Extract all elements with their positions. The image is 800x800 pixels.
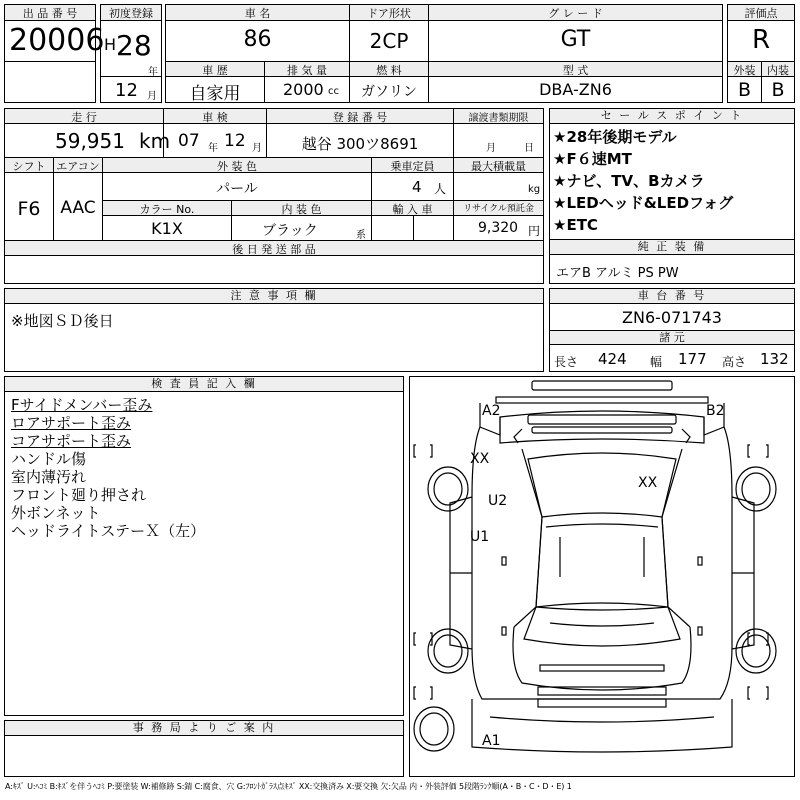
inspection-label: 車 検	[164, 109, 266, 124]
mark-xx-right: XX	[638, 475, 658, 491]
first-reg-label: 初度登録	[101, 5, 161, 21]
color-no-box	[102, 200, 232, 241]
color-no-label: カラー No.	[103, 201, 231, 216]
sales-points-list	[553, 126, 733, 236]
sales-points-label: セ ー ル ス ポ イ ン ト	[550, 109, 794, 124]
first-registration-box	[100, 4, 162, 103]
transfer-day: 日	[524, 143, 534, 154]
mileage-unit: km	[139, 129, 171, 153]
capacity: 4	[412, 178, 422, 196]
length: 424	[598, 350, 627, 368]
inspector-note: Fサイドメンバー歪み	[11, 396, 153, 414]
later-parts-box	[4, 240, 544, 284]
equipment-value: エアB アルミ PS PW	[556, 266, 679, 281]
inspector-note: 外ボンネット	[11, 504, 101, 522]
ext-score: B	[737, 79, 752, 101]
ac-box	[53, 157, 103, 241]
model-label: 型 式	[429, 62, 722, 77]
mark-a1: A1	[482, 733, 501, 749]
import-box	[371, 200, 454, 241]
sales-point: ★ETC	[553, 216, 598, 234]
ext-color-box	[102, 157, 372, 201]
int-color-suffix: 系	[356, 230, 366, 241]
length-label: 長さ	[554, 355, 579, 369]
capacity-label: 乗車定員	[372, 158, 453, 173]
recycle-box	[453, 200, 544, 241]
lot-number: 20006	[9, 23, 105, 58]
car-name-label: 車 名	[166, 5, 349, 21]
history-box	[165, 61, 265, 103]
shift-label: シフト	[5, 158, 53, 173]
insp-year-unit: 年	[208, 143, 218, 154]
door-label: ドア形状	[350, 5, 428, 21]
int-score: B	[771, 79, 785, 101]
ext-color-label: 外 装 色	[103, 158, 371, 173]
lot-number-sub	[4, 61, 96, 103]
transfer-label: 譲渡書類期限	[454, 109, 543, 124]
import-label: 輸 入 車	[372, 201, 453, 216]
caution-text: ※地図ＳＤ後日	[11, 312, 114, 330]
reg-month: 12	[115, 80, 138, 101]
chassis-number: ZN6-071743	[622, 308, 722, 327]
legend: A:ｷｽﾞ U:ﾍｺﾐ B:ｷｽﾞを伴うﾍｺﾐ P:要塗装 W:補修跡 S:錆 C:腐食、穴 G:ﾌﾛﾝﾄｶﾞﾗｽ点ｷｽﾞ XX:交換済み X:要交換 欠:欠品 内・外装評価 5段階ﾗﾝｸ順(A・B・C・D・E) 1	[5, 782, 572, 791]
era: H	[104, 35, 117, 54]
inspector-notes	[11, 396, 205, 540]
model: DBA-ZN6	[539, 80, 612, 99]
capacity-unit: 人	[434, 182, 447, 196]
year-unit: 年	[148, 67, 158, 78]
transfer-box	[453, 108, 544, 158]
mark-u2: U2	[488, 493, 508, 509]
int-score-box	[761, 61, 795, 103]
transfer-month: 月	[486, 143, 496, 154]
int-label: 内装	[762, 62, 794, 77]
inspector-box	[4, 376, 404, 716]
color-no: K1X	[151, 219, 183, 238]
door-type: 2CP	[369, 29, 409, 53]
displacement-label: 排 気 量	[265, 62, 349, 77]
sales-point: ★ナビ、TV、Bカメラ	[553, 172, 705, 190]
displacement: 2000	[283, 80, 324, 99]
mileage-box	[4, 108, 171, 158]
inspector-note: コアサポート歪み	[11, 432, 132, 450]
inspector-note: フロント廻り押され	[11, 486, 147, 504]
dims-label: 諸 元	[550, 331, 794, 345]
model-box	[428, 61, 723, 103]
shift: F6	[17, 198, 41, 220]
mileage: 59,951	[55, 129, 125, 153]
car-name: 86	[243, 27, 272, 52]
plate-number: 越谷 300ツ8691	[301, 135, 419, 153]
caution-box	[4, 288, 544, 372]
inspector-note: ヘッドライトステーＸ（左）	[11, 522, 206, 540]
load-unit: kg	[528, 184, 541, 195]
height-label: 高さ	[722, 355, 747, 369]
ext-label: 外装	[728, 62, 761, 77]
recycle-label: リサイクル預託金	[454, 201, 543, 216]
inspector-label: 検 査 員 記 入 欄	[5, 377, 403, 392]
equipment-label: 純 正 装 備	[550, 240, 794, 255]
mileage-label: 走 行	[5, 109, 163, 124]
car-name-box	[165, 4, 350, 62]
fuel: ガソリン	[361, 84, 417, 100]
sales-points-box	[549, 108, 795, 240]
later-parts-label: 後 日 発 送 部 品	[5, 241, 543, 256]
mark-u1: U1	[470, 529, 490, 545]
capacity-box	[371, 157, 454, 201]
int-color-label: 内 装 色	[232, 201, 371, 216]
width-label: 幅	[650, 355, 663, 369]
ac: AAC	[60, 198, 96, 218]
office-box	[4, 720, 404, 777]
reg-year: 28	[116, 29, 152, 62]
inspector-note: ロアサポート歪み	[11, 414, 132, 432]
score-label: 評価点	[728, 5, 794, 21]
ext-color: パール	[216, 181, 258, 197]
ac-label: エアコン	[54, 158, 102, 173]
month-unit: 月	[147, 91, 157, 102]
mark-xx-left: XX	[470, 451, 490, 467]
overall-score: R	[751, 25, 771, 55]
insp-month: 12	[224, 131, 246, 151]
recycle-unit: 円	[528, 224, 541, 238]
width: 177	[678, 350, 707, 368]
displacement-unit: cc	[328, 86, 339, 97]
chassis-box	[549, 288, 795, 372]
office-label: 事 務 局 よ り ご 案 内	[5, 721, 403, 736]
lot-number-box	[4, 4, 105, 62]
plate-box	[266, 108, 454, 158]
sales-point: ★F６速MT	[553, 150, 632, 168]
shift-box	[4, 157, 54, 241]
grade-label: グ レ ー ド	[429, 5, 722, 21]
recycle-amount: 9,320	[478, 220, 519, 236]
sales-point: ★28年後期モデル	[553, 128, 677, 146]
load-box	[453, 157, 544, 201]
inspection-box	[163, 108, 267, 158]
int-color-box	[231, 200, 372, 241]
door-box	[349, 4, 429, 62]
grade-box	[428, 4, 723, 62]
displacement-box	[264, 61, 350, 103]
height: 132	[760, 350, 789, 368]
chassis-label: 車 台 番 号	[550, 289, 794, 304]
inspector-note: 室内薄汚れ	[11, 468, 87, 486]
insp-year: 07	[178, 131, 200, 151]
history: 自家用	[189, 84, 241, 104]
plate-label: 登 録 番 号	[267, 109, 453, 124]
score-box	[727, 4, 795, 62]
lot-label: 出 品 番 号	[5, 5, 95, 21]
insp-month-unit: 月	[252, 143, 262, 154]
mark-b2: B2	[706, 403, 725, 419]
int-color: ブラック	[262, 223, 318, 239]
mark-a2: A2	[482, 403, 501, 419]
ext-score-box	[727, 61, 762, 103]
sales-point: ★LEDヘッド&LEDフォグ	[553, 194, 734, 212]
car-diagram-box	[409, 376, 795, 777]
grade: GT	[560, 27, 591, 52]
inspector-note: ハンドル傷	[11, 450, 87, 468]
car-diagram	[410, 377, 794, 776]
fuel-label: 燃 料	[350, 62, 428, 77]
fuel-box	[349, 61, 429, 103]
equipment-box	[549, 239, 795, 284]
load-label: 最大積載量	[454, 158, 543, 173]
history-label: 車 歴	[166, 62, 264, 77]
caution-label: 注 意 事 項 欄	[5, 289, 543, 304]
